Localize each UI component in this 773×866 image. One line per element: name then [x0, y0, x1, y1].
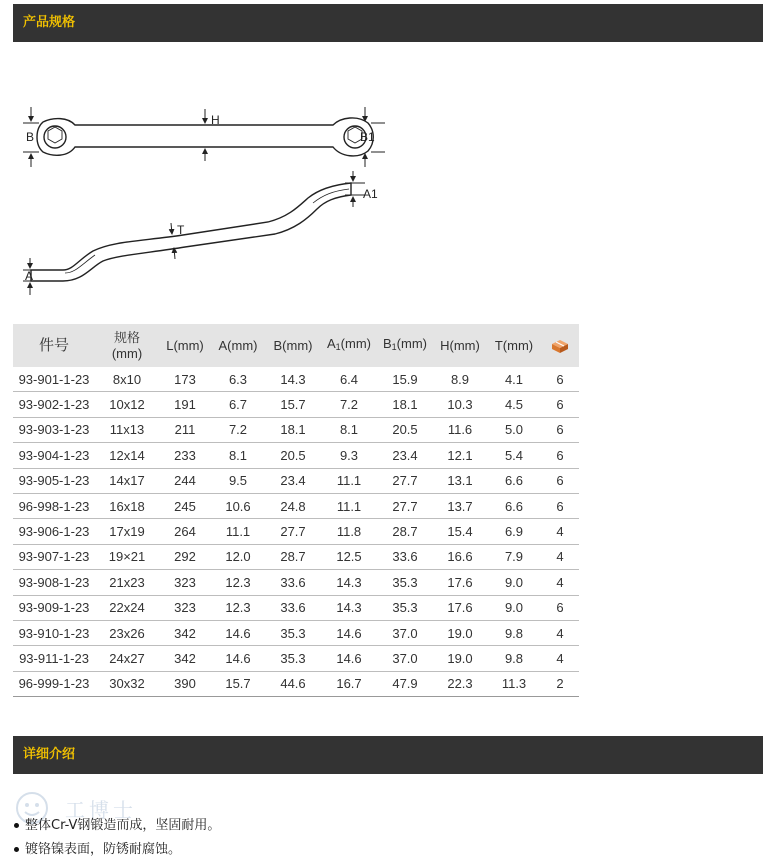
table-cell: 10x12 [95, 392, 159, 417]
table-cell: 342 [159, 620, 211, 645]
table-cell: 6 [541, 595, 579, 620]
table-cell: 14.3 [321, 570, 377, 595]
table-row [13, 443, 579, 468]
table-cell: 19.0 [433, 646, 487, 671]
table-cell: 9.5 [211, 468, 265, 493]
table-cell: 11.8 [321, 519, 377, 544]
col-header-A: A(mm) [218, 337, 258, 353]
table-cell: 18.1 [265, 417, 321, 442]
table-cell: 14.6 [321, 646, 377, 671]
table-cell: 12x14 [95, 443, 159, 468]
label-B1: B1 [360, 130, 375, 144]
table-cell: 13.1 [433, 468, 487, 493]
table-cell: 4 [541, 646, 579, 671]
table-cell: 5.0 [487, 417, 541, 442]
table-cell: 93-906-1-23 [13, 519, 95, 544]
table-cell: 16.6 [433, 544, 487, 569]
table-cell: 8x10 [95, 367, 159, 392]
table-cell: 264 [159, 519, 211, 544]
table-cell: 16.7 [321, 671, 377, 696]
table-cell: 20.5 [377, 417, 433, 442]
table-cell: 6.6 [487, 468, 541, 493]
table-cell: 7.2 [321, 392, 377, 417]
table-cell: 23.4 [265, 468, 321, 493]
table-cell: 18.1 [377, 392, 433, 417]
table-cell: 4.1 [487, 367, 541, 392]
table-row [13, 646, 579, 671]
table-cell: 14.6 [321, 620, 377, 645]
col-header-size-unit: (mm) [111, 345, 143, 361]
table-cell: 17.6 [433, 570, 487, 595]
spec-table [13, 324, 579, 697]
table-cell: 173 [159, 367, 211, 392]
table-cell: 35.3 [377, 570, 433, 595]
table-cell: 23x26 [95, 620, 159, 645]
table-cell: 244 [159, 468, 211, 493]
table-cell: 211 [159, 417, 211, 442]
col-header-B: B(mm) [273, 337, 313, 353]
table-cell: 33.6 [265, 595, 321, 620]
table-cell: 35.3 [265, 646, 321, 671]
table-cell: 14.3 [321, 595, 377, 620]
table-cell: 8.9 [433, 367, 487, 392]
table-cell: 8.1 [321, 417, 377, 442]
table-cell: 11.6 [433, 417, 487, 442]
table-row [13, 544, 579, 569]
table-row [13, 595, 579, 620]
table-cell: 6.9 [487, 519, 541, 544]
details-section-header [13, 736, 763, 774]
table-cell: 15.9 [377, 367, 433, 392]
table-cell: 11.1 [321, 493, 377, 518]
table-cell: 93-908-1-23 [13, 570, 95, 595]
table-cell: 12.3 [211, 570, 265, 595]
col-header-size-top: 规格 [113, 329, 140, 345]
specs-section-title: 产品规格 [23, 15, 76, 30]
table-cell: 93-904-1-23 [13, 443, 95, 468]
col-header-quantity [541, 324, 579, 367]
table-cell: 2 [541, 671, 579, 696]
table-cell: 27.7 [377, 493, 433, 518]
table-cell: 8.1 [211, 443, 265, 468]
table-row [13, 367, 579, 392]
feature-list [14, 816, 220, 864]
table-cell: 9.0 [487, 595, 541, 620]
wrench-dimension-diagram [13, 95, 413, 310]
table-cell: 20.5 [265, 443, 321, 468]
table-cell: 27.7 [377, 468, 433, 493]
table-cell: 35.3 [265, 620, 321, 645]
table-cell: 6 [541, 468, 579, 493]
table-cell: 93-911-1-23 [13, 646, 95, 671]
table-cell: 13.7 [433, 493, 487, 518]
table-cell: 47.9 [377, 671, 433, 696]
table-cell: 33.6 [265, 570, 321, 595]
label-T: T [177, 223, 185, 237]
table-cell: 6.6 [487, 493, 541, 518]
table-cell: 12.1 [433, 443, 487, 468]
table-cell: 28.7 [265, 544, 321, 569]
table-row [13, 570, 579, 595]
col-header-H: H(mm) [440, 337, 480, 353]
col-header-L: L(mm) [166, 337, 204, 353]
table-cell: 14.6 [211, 620, 265, 645]
table-cell: 11.3 [487, 671, 541, 696]
table-cell: 323 [159, 570, 211, 595]
table-cell: 16x18 [95, 493, 159, 518]
table-cell: 390 [159, 671, 211, 696]
table-cell: 24x27 [95, 646, 159, 671]
table-cell: 93-910-1-23 [13, 620, 95, 645]
table-row [13, 493, 579, 518]
table-cell: 323 [159, 595, 211, 620]
table-cell: 23.4 [377, 443, 433, 468]
table-cell: 6.3 [211, 367, 265, 392]
table-cell: 12.3 [211, 595, 265, 620]
table-cell: 10.3 [433, 392, 487, 417]
table-cell: 11.1 [211, 519, 265, 544]
table-cell: 19×21 [95, 544, 159, 569]
label-B: B [26, 130, 35, 144]
table-header-row [13, 324, 579, 367]
table-row [13, 417, 579, 442]
table-cell: 6 [541, 417, 579, 442]
table-cell: 4 [541, 570, 579, 595]
table-cell: 17x19 [95, 519, 159, 544]
table-row [13, 671, 579, 696]
table-cell: 93-902-1-23 [13, 392, 95, 417]
table-cell: 93-903-1-23 [13, 417, 95, 442]
table-body [13, 367, 579, 697]
table-cell: 6 [541, 367, 579, 392]
feature-item: 镀铬镍表面，防锈耐腐蚀。 [14, 840, 220, 864]
table-cell: 9.8 [487, 646, 541, 671]
box-icon [550, 338, 570, 354]
table-cell: 15.7 [265, 392, 321, 417]
table-cell: 15.7 [211, 671, 265, 696]
col-header-A1: $A_1(mm)$ [326, 336, 371, 352]
table-cell: 22.3 [433, 671, 487, 696]
watermark-text: 工博士 [65, 798, 137, 822]
bullet-icon [14, 847, 19, 852]
table-cell: 37.0 [377, 646, 433, 671]
table-cell: 24.8 [265, 493, 321, 518]
table-cell: 9.8 [487, 620, 541, 645]
table-cell: 11x13 [95, 417, 159, 442]
table-cell: 28.7 [377, 519, 433, 544]
table-cell: 6 [541, 392, 579, 417]
details-section-title: 详细介绍 [23, 747, 76, 762]
table-cell: 7.9 [487, 544, 541, 569]
col-header-B1: $B_1(mm)$ [382, 336, 427, 352]
table-cell: 17.6 [433, 595, 487, 620]
table-cell: 6 [541, 493, 579, 518]
table-cell: 233 [159, 443, 211, 468]
table-cell: 12.0 [211, 544, 265, 569]
feature-item: 整体Cr-V钢锻造而成，坚固耐用。 [14, 816, 220, 840]
table-cell: 93-905-1-23 [13, 468, 95, 493]
label-H: H [211, 113, 220, 127]
bullet-icon [14, 823, 19, 828]
table-cell: 5.4 [487, 443, 541, 468]
table-cell: 93-907-1-23 [13, 544, 95, 569]
table-cell: 12.5 [321, 544, 377, 569]
col-header-T: T(mm) [494, 337, 534, 353]
label-A: A [25, 269, 34, 283]
table-cell: 4 [541, 620, 579, 645]
table-cell: 292 [159, 544, 211, 569]
table-cell: 342 [159, 646, 211, 671]
specs-section-header [13, 4, 763, 42]
table-cell: 14x17 [95, 468, 159, 493]
table-cell: 11.1 [321, 468, 377, 493]
table-cell: 30x32 [95, 671, 159, 696]
table-cell: 191 [159, 392, 211, 417]
table-cell: 44.6 [265, 671, 321, 696]
col-header-part-no: 件号 [38, 336, 69, 354]
table-cell: 4 [541, 544, 579, 569]
table-cell: 7.2 [211, 417, 265, 442]
table-cell: 14.3 [265, 367, 321, 392]
table-cell: 14.6 [211, 646, 265, 671]
table-cell: 9.0 [487, 570, 541, 595]
table-cell: 35.3 [377, 595, 433, 620]
table-cell: 4.5 [487, 392, 541, 417]
table-cell: 19.0 [433, 620, 487, 645]
table-cell: 4 [541, 519, 579, 544]
table-cell: 10.6 [211, 493, 265, 518]
label-A1: A1 [363, 187, 378, 201]
table-cell: 93-909-1-23 [13, 595, 95, 620]
table-cell: 9.3 [321, 443, 377, 468]
table-cell: 96-999-1-23 [13, 671, 95, 696]
table-cell: 37.0 [377, 620, 433, 645]
col-header-size [95, 324, 159, 367]
table-cell: 93-901-1-23 [13, 367, 95, 392]
table-cell: 6.4 [321, 367, 377, 392]
table-cell: 245 [159, 493, 211, 518]
table-cell: 96-998-1-23 [13, 493, 95, 518]
table-cell: 27.7 [265, 519, 321, 544]
table-cell: 22x24 [95, 595, 159, 620]
table-cell: 6 [541, 443, 579, 468]
table-cell: 6.7 [211, 392, 265, 417]
table-row [13, 468, 579, 493]
table-cell: 21x23 [95, 570, 159, 595]
table-row [13, 620, 579, 645]
table-cell: 15.4 [433, 519, 487, 544]
table-cell: 33.6 [377, 544, 433, 569]
table-row [13, 392, 579, 417]
wrench-side-view [31, 183, 351, 281]
table-row [13, 519, 579, 544]
